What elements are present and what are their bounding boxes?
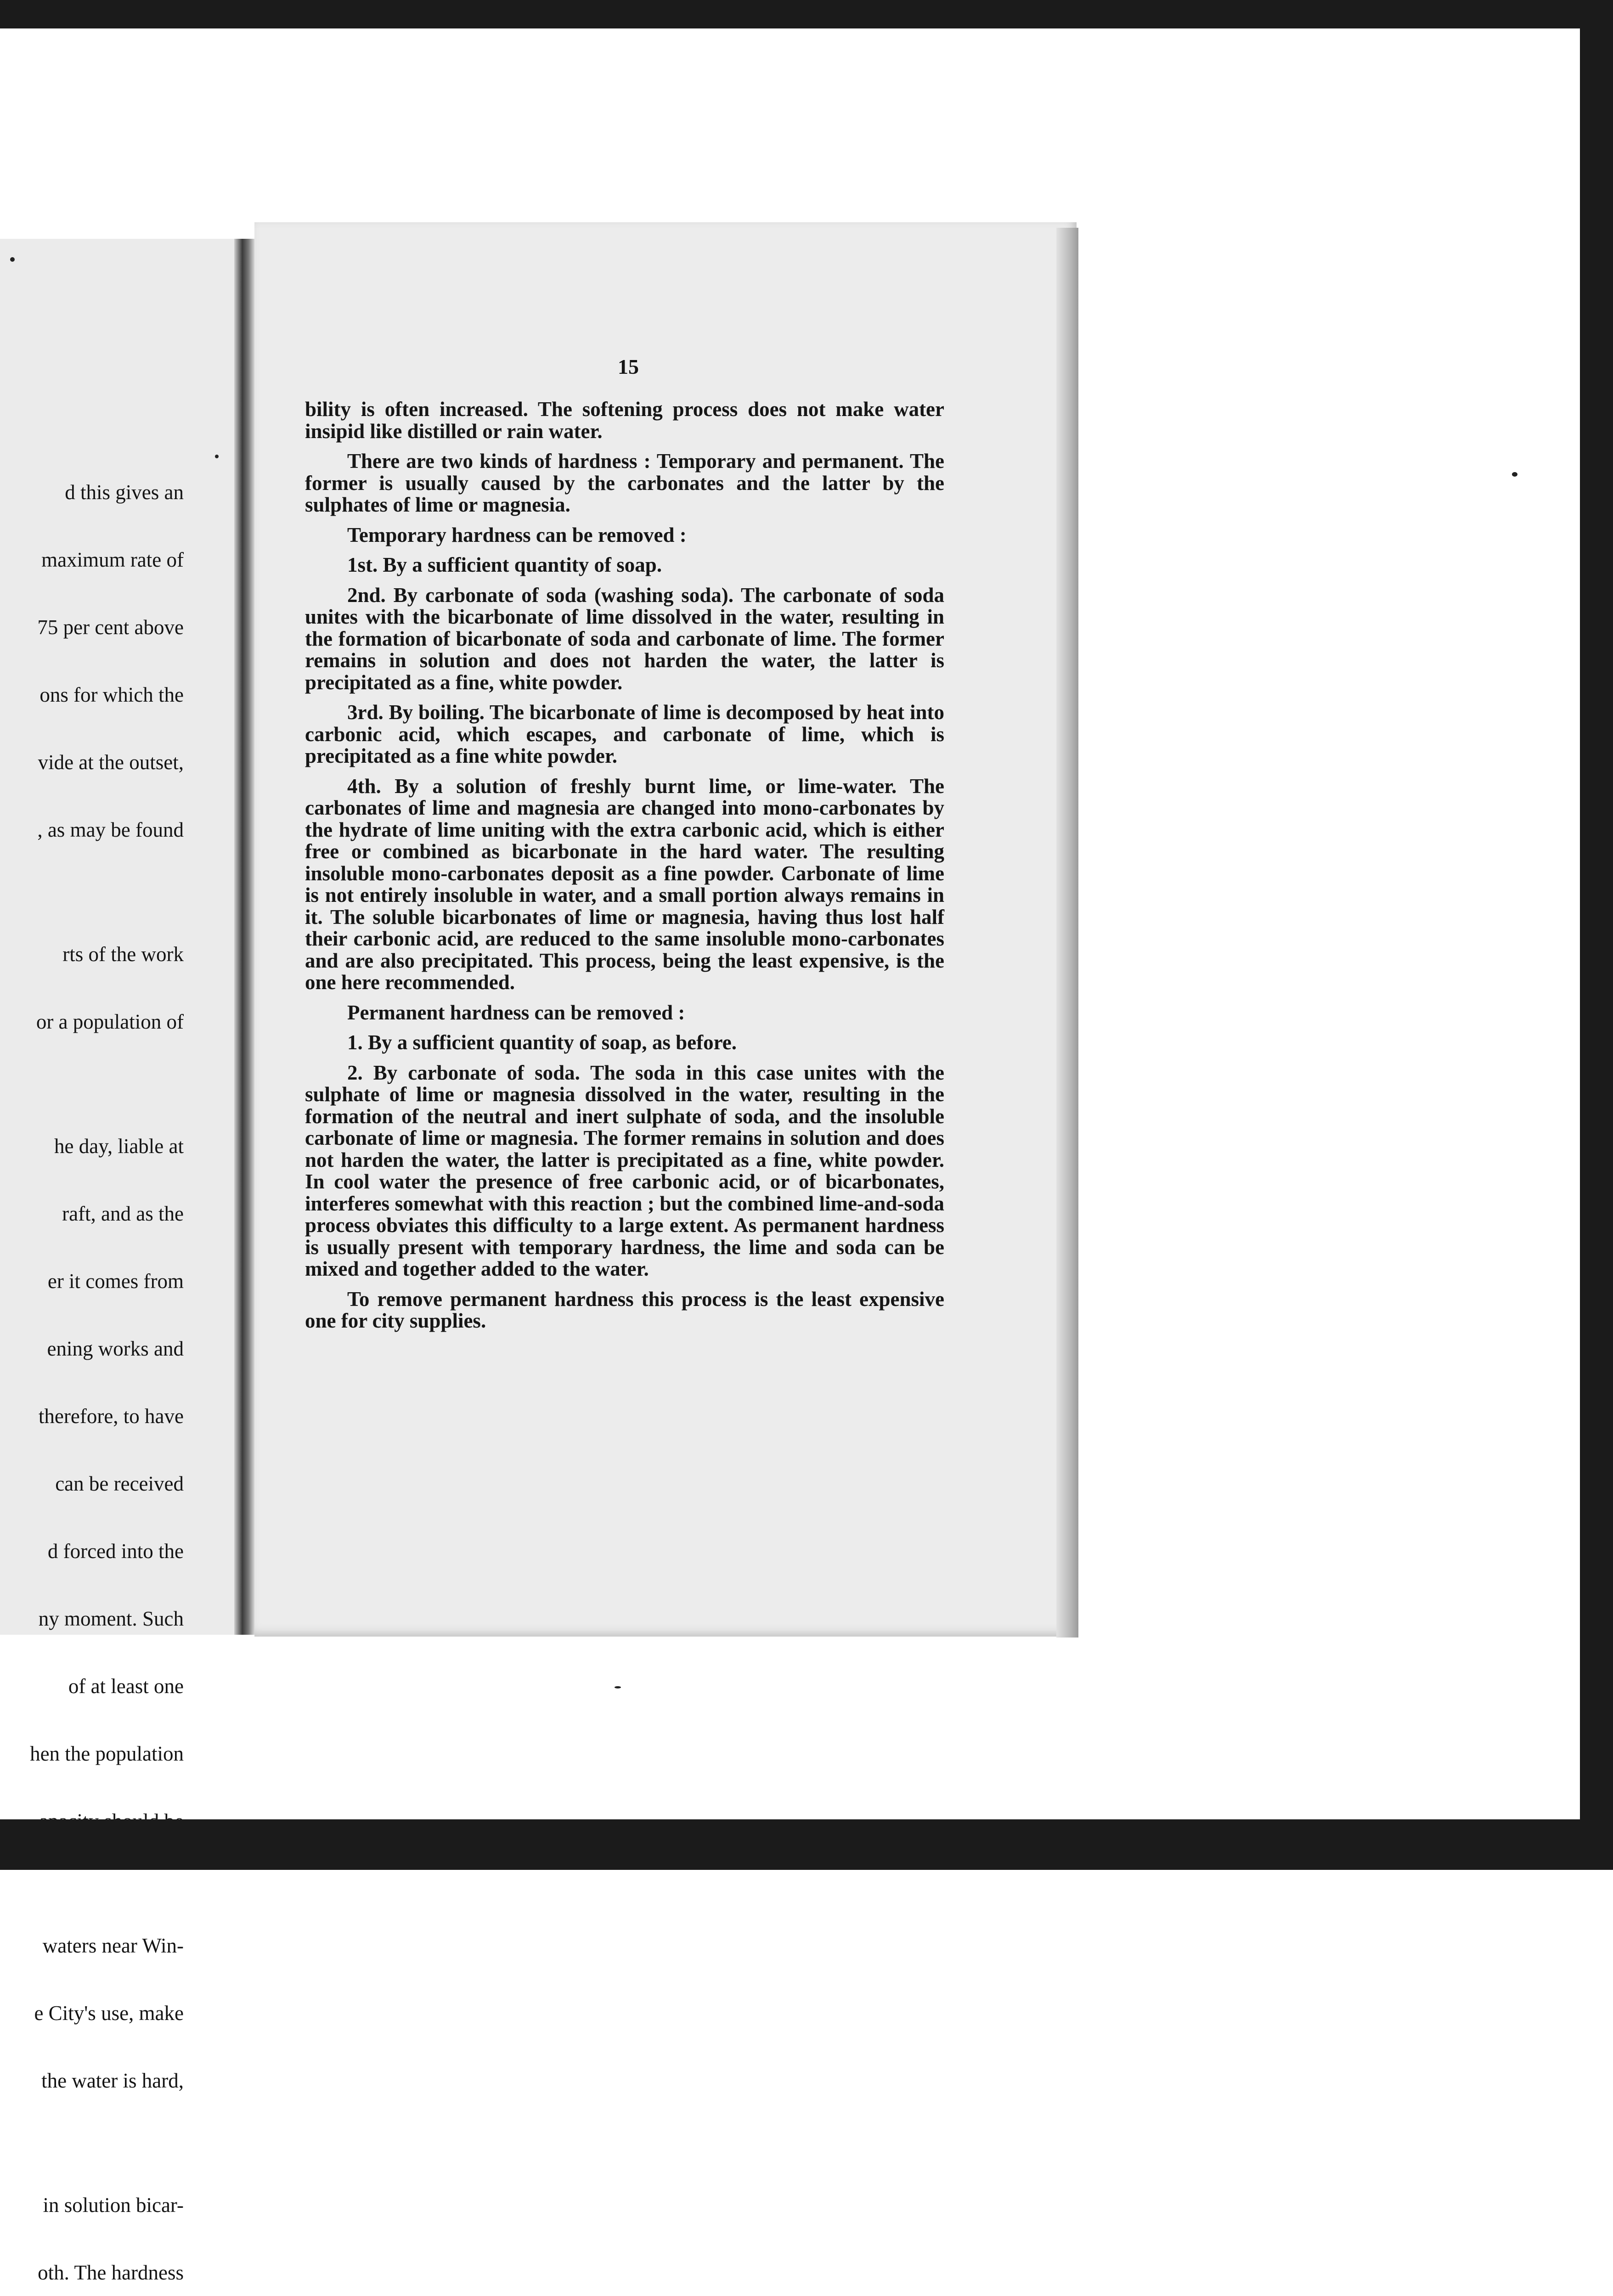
left-line: rts of the work [62,943,184,966]
paragraph: There are two kinds of hardness : Temporary and permanent. The former is usually caused by the carbonates and the latter by the sulphates of lime or magnesia. [305,450,944,516]
left-line: oth. The hardness [38,2261,184,2284]
paragraph: 1. By a sufficient quantity of soap, as before. [347,1031,737,1054]
paragraph: 2nd. By carbonate of soda (washing soda). The carbonate of soda unites with the bicarbonate of lime dissolved in the water, resulting in the formation of bicarbonate of soda and carbonate of lime. The former remains in solution and does not harden the water, the latter is precipitated as a fine, white powder. [305,583,944,694]
left-line: raft, and as the [62,1202,184,1225]
left-line: hen the population [30,1742,184,1765]
left-line: d this gives an [65,481,184,504]
left-line: ny moment. Such [38,1607,184,1630]
paragraph: 4th. By a solution of freshly burnt lime, or lime-water. The carbonates of lime and magnesia are changed into mono-carbonates by the hydrate of lime uniting with the extra carbonic acid, which is either free or combined as bicarbonate in the hard water. The resulting insoluble mono-carbonates deposit as a fine powder. Carbonate of lime is not entirely insoluble in water, and a small portion always remains in it. The soluble bicarbonates of lime or magnesia, having thus lost half their carbonic acid, are reduced to the same insoluble mono-carbonates and are also precipitated. This process, being the least expensive, is the one here recommended. [305,774,944,994]
left-line: d forced into the [47,1540,184,1563]
left-line: ons for which the [39,683,184,706]
left-line: e City's use, make [34,2002,184,2025]
left-line: or a population of [36,1010,184,1033]
left-line: the water is hard, [41,2069,184,2092]
page-body [305,399,944,1340]
paragraph: Permanent hardness can be removed : [347,1001,685,1024]
paragraph: Temporary hardness can be removed : [347,523,687,546]
left-line: vide at the outset, [38,751,184,774]
left-line: maximum rate of [41,548,184,571]
left-line: ening works and [47,1337,184,1360]
paragraph: bility is often increased. The softening process does not make water insipid like distilled or rain water. [305,398,944,443]
left-line: er it comes from [47,1270,184,1293]
film-border-right [1580,28,1613,1819]
left-line: 75 per cent above [37,616,184,639]
left-line: of at least one [68,1675,184,1698]
left-page-text [0,436,184,2296]
page-edge-shadow [1056,228,1078,1638]
dust-speck [10,257,15,262]
dust-speck [215,455,219,458]
dust-speck [1512,472,1517,477]
left-line: he day, liable at [54,1135,184,1158]
dust-speck [615,1686,621,1688]
left-page [0,239,234,2284]
left-line: therefore, to have [38,1405,184,1428]
left-line: can be received [55,1472,184,1495]
film-border-top [0,0,1613,28]
page-number: 15 [618,355,639,378]
book-gutter [234,239,254,1635]
paragraph: To remove permanent hardness this process is the least expensive one for city supplies. [305,1287,944,1332]
left-line: , as may be found [37,818,184,841]
left-line: waters near Win- [42,1934,184,1957]
film-border-bottom [0,1819,1613,1870]
paragraph: 2. By carbonate of soda. The soda in this case unites with the sulphate of lime or magnesia dissolved in the water, resulting in the formation of the neutral and inert sulphate of soda, and the insoluble carbonate of lime or magnesia. The former remains in solution and does not harden the water, the latter is precipitated as a fine, white powder. In cool water the presence of free carbonic acid, or of bicarbonates, interferes somewhat with this reaction ; but the combined lime-and-soda process obviates this difficulty to a large extent. As permanent hardness is usually present with temporary hardness, the lime and soda can be mixed and together added to the water. [305,1061,944,1280]
paragraph: 1st. By a sufficient quantity of soap. [347,553,662,576]
left-line: in solution bicar- [43,2194,184,2217]
paragraph: 3rd. By boiling. The bicarbonate of lime is decomposed by heat into carbonic acid, which escapes, and carbonate of lime, which is precipitated as a fine white powder. [305,701,944,767]
